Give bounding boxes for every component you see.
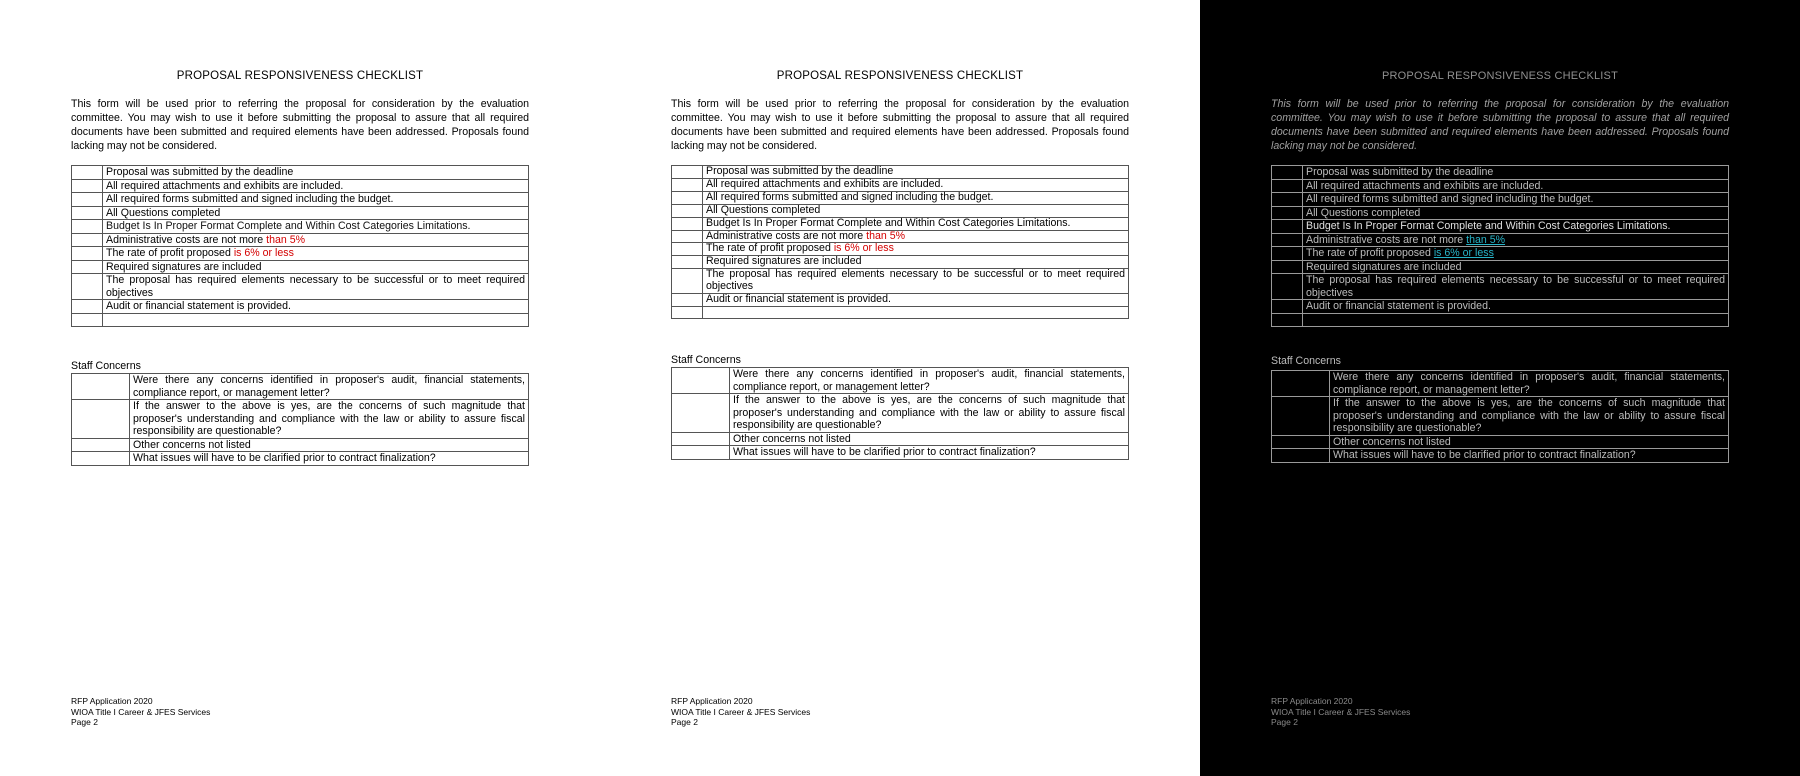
table-row xyxy=(672,243,1129,256)
checkbox-cell xyxy=(1272,166,1303,180)
checkbox-cell[interactable] xyxy=(672,306,703,318)
table-row xyxy=(672,394,1129,433)
checkbox-cell xyxy=(1272,274,1303,300)
table-row xyxy=(72,166,529,180)
checkbox-cell xyxy=(1272,313,1303,326)
checkbox-cell[interactable] xyxy=(72,313,103,326)
table-row xyxy=(1272,166,1729,180)
table-row xyxy=(1272,193,1729,207)
page-footer xyxy=(671,696,810,728)
checklist-item: All Questions completed xyxy=(703,204,1129,217)
staff-question: Were there any concerns identified in proposer's audit, financial statements, compliance report, or management letter? xyxy=(130,374,529,400)
table-row xyxy=(72,374,529,400)
response-cell[interactable] xyxy=(72,400,130,439)
table-row xyxy=(672,191,1129,204)
checklist-item: Required signatures are included xyxy=(1303,260,1729,274)
staff-question: Were there any concerns identified in proposer's audit, financial statements, compliance report, or management letter? xyxy=(730,368,1129,394)
checkbox-cell xyxy=(1272,300,1303,314)
table-row xyxy=(72,206,529,220)
empty-cell xyxy=(703,306,1129,318)
checkbox-cell xyxy=(1272,233,1303,247)
staff-question: What issues will have to be clarified prior to contract finalization? xyxy=(130,452,529,466)
checkbox-cell[interactable] xyxy=(672,243,703,256)
footer-line: WIOA Title I Career & JFES Services xyxy=(71,706,211,717)
table-row xyxy=(1272,260,1729,274)
checklist-item: All required forms submitted and signed including the budget. xyxy=(103,193,529,207)
staff-concerns-table xyxy=(71,373,529,466)
checklist-item: The proposal has required elements necessary to be successful or to meet required objectives xyxy=(103,274,529,300)
checklist-item: Budget Is In Proper Format Complete and Within Cost Categories Limitations. xyxy=(703,217,1129,230)
staff-concerns-table xyxy=(671,367,1129,460)
table-row xyxy=(1272,313,1729,326)
staff-question: What issues will have to be clarified prior to contract finalization? xyxy=(1330,449,1729,463)
item-text: Administrative costs are not more xyxy=(1306,233,1464,246)
checklist-item: All required attachments and exhibits are included. xyxy=(103,179,529,193)
table-row xyxy=(72,438,529,452)
staff-question: Other concerns not listed xyxy=(130,438,529,452)
footer-page-number: Page 2 xyxy=(1271,717,1298,727)
checklist-item xyxy=(703,230,1129,243)
response-cell[interactable] xyxy=(72,438,130,452)
response-cell xyxy=(1272,435,1330,449)
response-cell[interactable] xyxy=(672,394,730,433)
response-cell[interactable] xyxy=(72,374,130,400)
checklist-item: The proposal has required elements necessary to be successful or to meet required objectives xyxy=(703,269,1129,294)
checklist-item: All required attachments and exhibits are included. xyxy=(1303,179,1729,193)
response-cell xyxy=(1272,371,1330,397)
table-row xyxy=(672,368,1129,394)
table-row xyxy=(672,256,1129,269)
checkbox-cell[interactable] xyxy=(672,166,703,179)
table-row xyxy=(1272,371,1729,397)
staff-question: Other concerns not listed xyxy=(1330,435,1729,449)
page-title: PROPOSAL RESPONSIVENESS CHECKLIST xyxy=(1381,70,1619,82)
revised-page-panel xyxy=(600,0,1200,776)
table-row xyxy=(672,306,1129,318)
checkbox-cell xyxy=(1272,260,1303,274)
responsiveness-checklist-table xyxy=(671,165,1129,319)
table-row xyxy=(672,178,1129,191)
staff-question: What issues will have to be clarified prior to contract finalization? xyxy=(730,446,1129,460)
footer-page-number: Page 2 xyxy=(671,717,698,727)
admin-limit-highlight: than 5% xyxy=(866,229,906,242)
intro-paragraph: This form will be used prior to referring the proposal for consideration by the evaluation committee. You may wish to use it before submitting the proposal to assure that all required documents have been submitted and required elements have been addressed. Proposals found lacking may not be considered. xyxy=(671,98,1129,152)
table-row xyxy=(1272,300,1729,314)
page-footer xyxy=(1271,696,1410,728)
checkbox-cell xyxy=(1272,179,1303,193)
checklist-item: All required attachments and exhibits are included. xyxy=(703,178,1129,191)
intro-paragraph: This form will be used prior to referring the proposal for consideration by the evaluation committee. You may wish to use it before submitting the proposal to assure that all required documents have been submitted and required elements have been addressed. Proposals found lacking may not be considered. xyxy=(1271,98,1729,152)
checklist-item: All required forms submitted and signed including the budget. xyxy=(703,191,1129,204)
checkbox-cell xyxy=(1272,220,1303,234)
checklist-item: All Questions completed xyxy=(103,206,529,220)
checkbox-cell[interactable] xyxy=(72,206,103,220)
checklist-item: Audit or financial statement is provided. xyxy=(703,294,1129,307)
checklist-item: Audit or financial statement is provided. xyxy=(103,300,529,314)
item-text: Administrative costs are not more xyxy=(106,233,264,246)
checkbox-cell[interactable] xyxy=(672,217,703,230)
checkbox-cell[interactable] xyxy=(72,220,103,234)
response-cell[interactable] xyxy=(72,452,130,466)
checkbox-cell xyxy=(1272,206,1303,220)
item-text: Administrative costs are not more xyxy=(706,229,864,242)
response-cell xyxy=(1272,449,1330,463)
table-row xyxy=(1272,206,1729,220)
response-cell xyxy=(1272,397,1330,436)
checkbox-cell[interactable] xyxy=(672,191,703,204)
checkbox-cell[interactable] xyxy=(672,178,703,191)
staff-concerns-heading: Staff Concerns xyxy=(1271,355,1341,367)
footer-line: RFP Application 2020 xyxy=(1271,696,1353,706)
responsiveness-checklist-table xyxy=(1271,165,1729,327)
profit-limit-highlight: is 6% or less xyxy=(1433,247,1494,259)
checklist-item xyxy=(703,243,1129,256)
checklist-item: Proposal was submitted by the deadline xyxy=(103,166,529,180)
table-row xyxy=(1272,220,1729,234)
profit-limit-highlight: is 6% or less xyxy=(833,242,894,255)
original-page-panel xyxy=(0,0,600,776)
checkbox-cell[interactable] xyxy=(672,269,703,294)
table-row xyxy=(1272,247,1729,261)
checklist-item xyxy=(1303,247,1729,261)
admin-limit-highlight: than 5% xyxy=(1466,233,1506,246)
checkbox-cell[interactable] xyxy=(72,260,103,274)
table-row xyxy=(1272,233,1729,247)
checklist-item xyxy=(103,233,529,247)
table-row xyxy=(1272,179,1729,193)
admin-limit-highlight: than 5% xyxy=(266,233,306,246)
staff-concerns-table xyxy=(1271,370,1729,463)
footer-line: WIOA Title I Career & JFES Services xyxy=(1271,706,1411,717)
table-row xyxy=(72,274,529,300)
checkbox-cell[interactable] xyxy=(72,274,103,300)
checkbox-cell[interactable] xyxy=(72,247,103,261)
page-footer xyxy=(71,696,210,728)
checklist-item: The proposal has required elements necessary to be successful or to meet required objectives xyxy=(1303,274,1729,300)
table-row xyxy=(1272,449,1729,463)
response-cell[interactable] xyxy=(672,432,730,446)
staff-question: Were there any concerns identified in proposer's audit, financial statements, compliance report, or management letter? xyxy=(1330,371,1729,397)
checkbox-cell[interactable] xyxy=(72,193,103,207)
checkbox-cell[interactable] xyxy=(72,166,103,180)
staff-question: If the answer to the above is yes, are the concerns of such magnitude that proposer's understanding and compliance with the law or ability to assure fiscal responsibility are questionable? xyxy=(730,394,1129,433)
profit-limit-highlight: is 6% or less xyxy=(233,247,294,259)
checkbox-cell[interactable] xyxy=(72,179,103,193)
item-text: The rate of profit proposed xyxy=(706,242,831,255)
table-row xyxy=(72,400,529,439)
checklist-item: Required signatures are included xyxy=(103,260,529,274)
checkbox-cell[interactable] xyxy=(672,294,703,307)
staff-question: Other concerns not listed xyxy=(730,432,1129,446)
checklist-item: Budget Is In Proper Format Complete and Within Cost Categories Limitations. xyxy=(103,220,529,234)
table-row xyxy=(672,166,1129,179)
item-text: The rate of profit proposed xyxy=(106,247,231,259)
page-title: PROPOSAL RESPONSIVENESS CHECKLIST xyxy=(176,70,424,82)
response-cell[interactable] xyxy=(672,446,730,460)
table-row xyxy=(1272,397,1729,436)
checklist-item: All Questions completed xyxy=(1303,206,1729,220)
footer-line: WIOA Title I Career & JFES Services xyxy=(671,706,811,717)
checklist-item: Budget Is In Proper Format Complete and Within Cost Categories Limitations. xyxy=(1303,220,1729,234)
table-row xyxy=(1272,274,1729,300)
page-title: PROPOSAL RESPONSIVENESS CHECKLIST xyxy=(776,70,1024,82)
table-row xyxy=(72,452,529,466)
table-row xyxy=(672,269,1129,294)
table-row xyxy=(72,233,529,247)
checkbox-cell[interactable] xyxy=(672,256,703,269)
response-cell[interactable] xyxy=(672,368,730,394)
intro-paragraph: This form will be used prior to referring the proposal for consideration by the evaluation committee. You may wish to use it before submitting the proposal to assure that all required documents have been submitted and required elements have been addressed. Proposals found lacking may not be considered. xyxy=(71,98,529,152)
table-row xyxy=(672,432,1129,446)
checklist-item: Proposal was submitted by the deadline xyxy=(1303,166,1729,180)
staff-concerns-heading: Staff Concerns xyxy=(71,360,141,372)
checklist-item: Audit or financial statement is provided. xyxy=(1303,300,1729,314)
table-row xyxy=(672,230,1129,243)
table-row xyxy=(72,193,529,207)
table-row xyxy=(672,204,1129,217)
checkbox-cell[interactable] xyxy=(672,230,703,243)
table-row xyxy=(672,294,1129,307)
footer-page-number: Page 2 xyxy=(71,717,98,727)
table-row xyxy=(672,446,1129,460)
empty-cell xyxy=(103,313,529,326)
checkbox-cell xyxy=(1272,193,1303,207)
responsiveness-checklist-table xyxy=(71,165,529,327)
staff-question: If the answer to the above is yes, are the concerns of such magnitude that proposer's understanding and compliance with the law or ability to assure fiscal responsibility are questionable? xyxy=(1330,397,1729,436)
checkbox-cell xyxy=(1272,247,1303,261)
checklist-item: Required signatures are included xyxy=(703,256,1129,269)
table-row xyxy=(72,300,529,314)
checkbox-cell[interactable] xyxy=(72,300,103,314)
checklist-item xyxy=(1303,233,1729,247)
empty-cell xyxy=(1303,313,1729,326)
table-row xyxy=(72,313,529,326)
checkbox-cell[interactable] xyxy=(672,204,703,217)
checkbox-cell[interactable] xyxy=(72,233,103,247)
item-text: The rate of profit proposed xyxy=(1306,247,1431,259)
table-row xyxy=(72,260,529,274)
table-row xyxy=(72,179,529,193)
checklist-item: Proposal was submitted by the deadline xyxy=(703,166,1129,179)
diff-overlay-panel xyxy=(1200,0,1800,776)
table-row xyxy=(672,217,1129,230)
footer-line: RFP Application 2020 xyxy=(71,696,153,706)
footer-line: RFP Application 2020 xyxy=(671,696,753,706)
checklist-item: All required forms submitted and signed including the budget. xyxy=(1303,193,1729,207)
table-row xyxy=(1272,435,1729,449)
staff-question: If the answer to the above is yes, are the concerns of such magnitude that proposer's understanding and compliance with the law or ability to assure fiscal responsibility are questionable? xyxy=(130,400,529,439)
table-row xyxy=(72,247,529,261)
staff-concerns-heading: Staff Concerns xyxy=(671,354,741,366)
checklist-item xyxy=(103,247,529,261)
table-row xyxy=(72,220,529,234)
